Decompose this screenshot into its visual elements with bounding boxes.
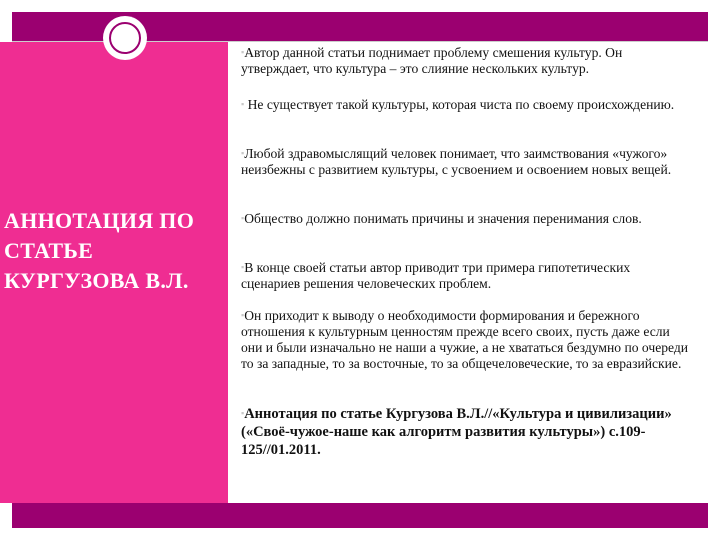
bottom-band — [12, 503, 708, 528]
paragraph-text: Автор данной статьи поднимает проблему смешения культур. Он утверждает, что культура – это слияние нескольких культур. — [241, 45, 623, 76]
bullet-icon: ▪ — [241, 47, 245, 57]
slide-title: АННОТАЦИЯ ПО СТАТЬЕ КУРГУЗОВА В.Л. — [4, 208, 195, 293]
paragraph-2 — [241, 96, 691, 113]
title-panel — [0, 42, 228, 503]
bullet-icon: ▪ — [241, 310, 245, 320]
paragraph-4 — [241, 210, 691, 227]
paragraph-3 — [241, 145, 691, 178]
paragraph-7-citation — [241, 404, 691, 459]
paragraph-5 — [241, 259, 691, 292]
bullet-icon: ▪ — [241, 262, 245, 272]
paragraph-text: Не существует такой культуры, которая чиста по своему происхождению. — [244, 97, 675, 112]
paragraph-text: Любой здравомыслящий человек понимает, что заимствования «чужого» неизбежны с развитием культуры, с усвоением и освоением новых вещей. — [241, 146, 672, 177]
circle-ring — [109, 22, 141, 54]
bullet-icon: ▪ — [241, 213, 245, 223]
paragraph-1 — [241, 44, 691, 77]
bullet-icon: ▪ — [241, 148, 245, 158]
bullet-icon: ▪ — [241, 99, 245, 109]
paragraph-text: Аннотация по статье Кургузова В.Л.//«Культура и цивилизации» («Своё-чужое-наше как алгоритм развития культуры») с.109-125//01.2011. — [241, 406, 672, 458]
bullet-icon: ▪ — [241, 408, 245, 418]
paragraph-text: Общество должно понимать причины и значения перенимания слов. — [244, 211, 642, 226]
paragraph-text: Он приходит к выводу о необходимости формирования и бережного отношения к культурным ценностям прежде всего своих, пусть даже если они и были изначально не наши а чужие, а не хвататься бездумно по очереди то за западные, то за восточные, то за общечеловеческие, то за евразийские. — [241, 308, 689, 371]
decorative-circle-icon — [103, 16, 147, 60]
paragraph-text: В конце своей статьи автор приводит три примера гипотетических сценариев решения человеческих проблем. — [241, 260, 631, 291]
paragraph-6 — [241, 307, 691, 372]
